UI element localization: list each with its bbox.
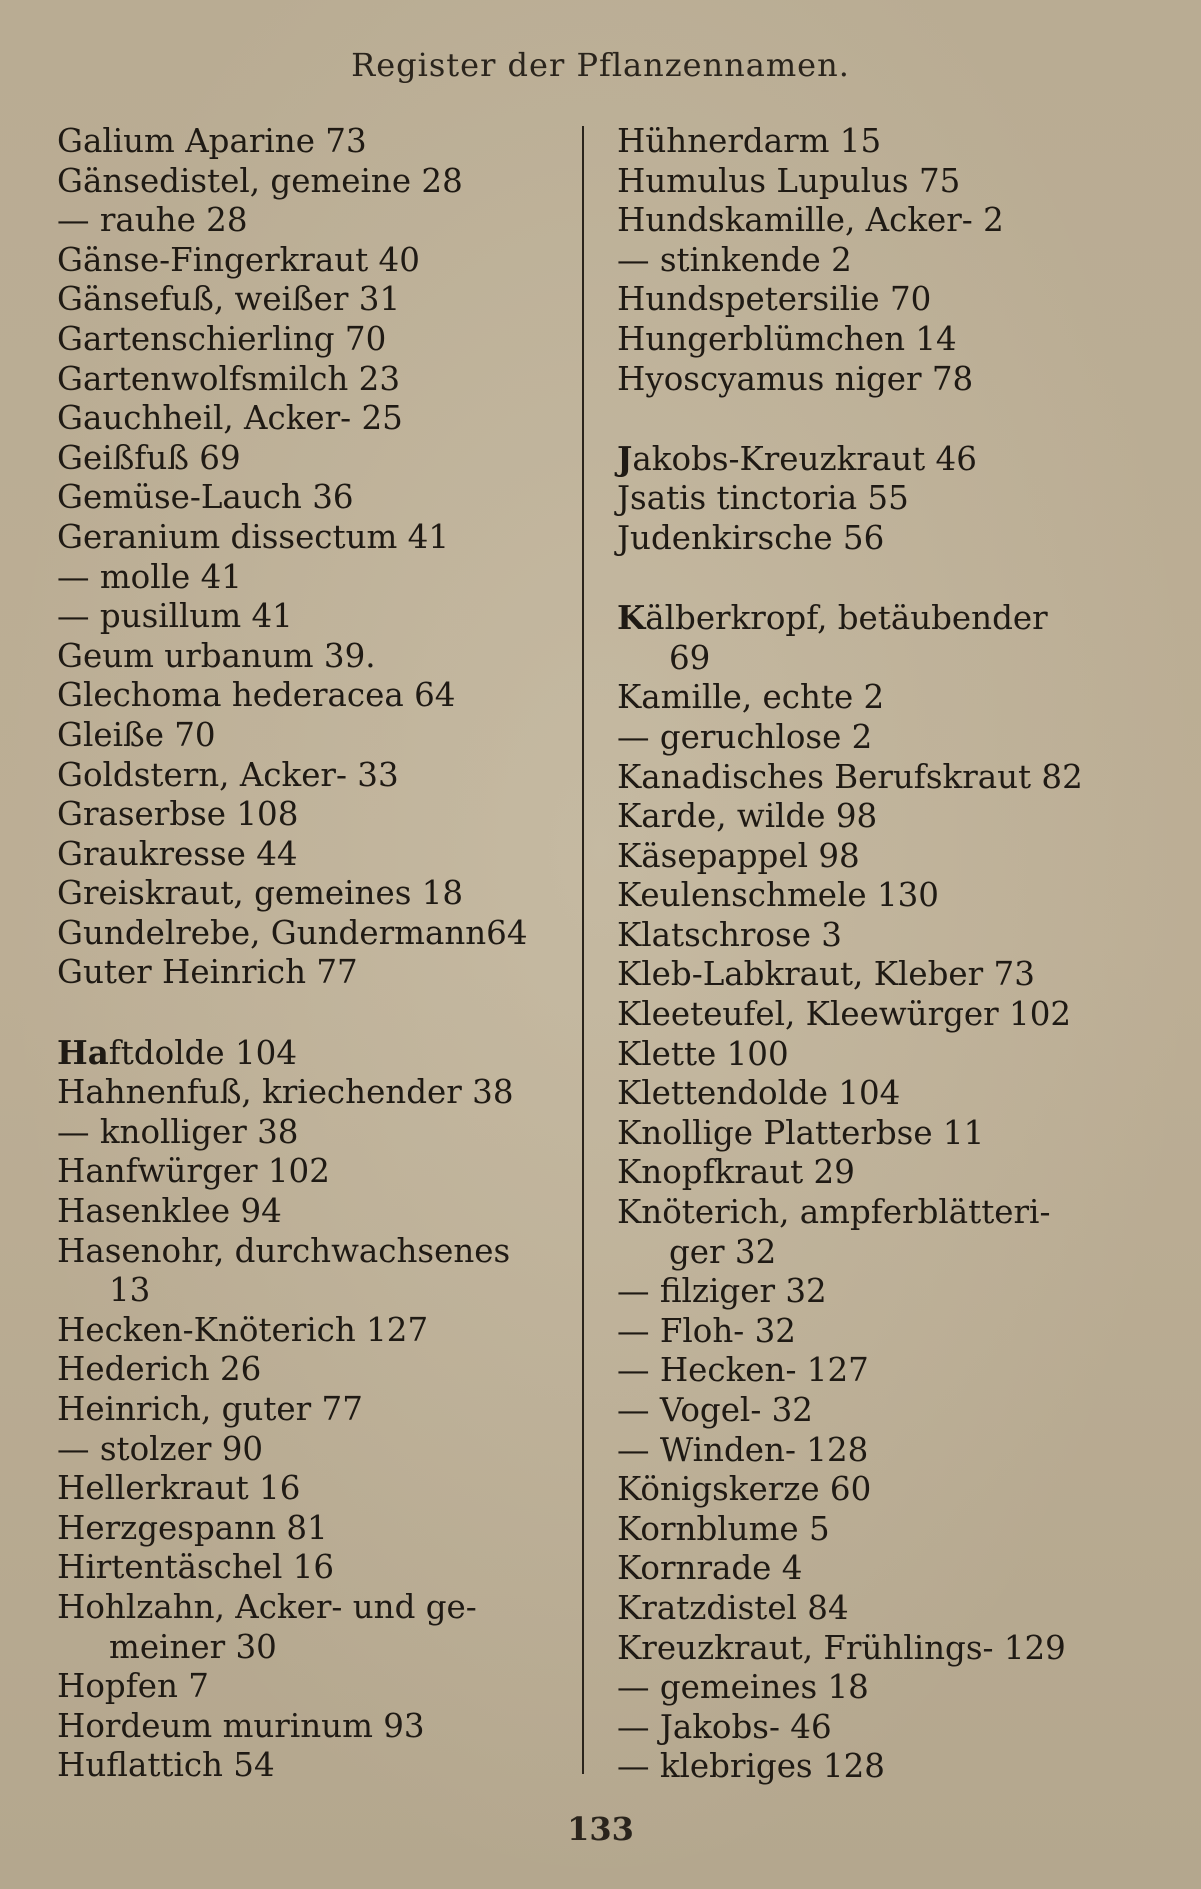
index-entry-continuation [617,639,1122,679]
index-entry-text: ftdolde 104 [108,1033,298,1072]
index-entry-text: — knolliger 38 [57,1112,299,1151]
index-entry [57,1746,557,1786]
index-entry [57,1033,557,1074]
index-entry-continuation [57,1271,557,1311]
index-entry-text: Gänse-Fingerkraut 40 [57,240,420,279]
index-entry-text: Graserbse 108 [57,795,299,834]
index-entry-text: Glechoma hederacea 64 [57,676,456,715]
index-entry-text: Gundelrebe, Gundermann64 [57,913,528,952]
index-entry-text: — Floh- 32 [617,1311,796,1350]
index-entry-text: Kreuzkraut, Frühlings- 129 [617,1628,1066,1667]
index-entry [617,955,1122,995]
index-entry-text: Klatschrose 3 [617,915,842,954]
index-entry-text: Klettendolde 104 [617,1074,901,1113]
running-head: Register der Pflanzennamen. [351,46,850,84]
index-entry [57,439,557,479]
index-entry [617,1391,1122,1431]
index-entry-text: Hecken-Knöterich 127 [57,1310,429,1349]
index-column-right [617,122,1122,1787]
index-entry-text: Kamille, echte 2 [617,678,885,717]
index-entry [57,676,557,716]
index-entry-text: Hellerkraut 16 [57,1469,301,1508]
index-entry [617,1431,1122,1471]
index-entry [617,1272,1122,1312]
index-entry-text: Gänsefuß, weißer 31 [57,280,401,319]
index-entry [57,1707,557,1747]
index-entry-text: meiner 30 [109,1627,277,1666]
index-entry-text: — stinkende 2 [617,240,852,279]
index-entry [57,162,557,202]
index-entry-text: Guter Heinrich 77 [57,953,358,992]
index-entry-text: 13 [109,1271,151,1310]
index-entry-text: Graukresse 44 [57,834,298,873]
index-entry-text: Humulus Lupulus 75 [617,161,961,200]
index-entry [57,1311,557,1351]
index-entry [57,1469,557,1509]
index-entry [57,518,557,558]
index-entry-text: Knöterich, ampferblätteri- [617,1193,1051,1232]
index-entry [617,241,1122,281]
index-entry [617,1114,1122,1154]
index-entry-text: Hasenohr, durchwachsenes [57,1231,511,1270]
index-entry-text: — Winden- 128 [617,1430,869,1469]
index-entry [57,1588,557,1628]
index-entry [617,1747,1122,1787]
index-entry [57,399,557,439]
section-initial: J [617,438,633,478]
index-entry-text: Judenkirsche 56 [617,518,885,557]
index-entry-text: Hohlzahn, Acker- und ge- [57,1587,477,1626]
index-entry-text: Hopfen 7 [57,1667,209,1706]
index-entry-text: — geruchlose 2 [617,717,873,756]
index-entry [617,837,1122,877]
index-entry [57,241,557,281]
index-entry-text: — rauhe 28 [57,201,248,240]
section-initial: Ha [57,1032,109,1072]
index-entry [57,1667,557,1707]
index-entry [57,201,557,241]
index-entry-text: ger 32 [669,1232,777,1271]
index-entry [617,519,1122,559]
index-entry [617,598,1122,639]
index-entry-text: — pusillum 41 [57,597,293,636]
index-entry [617,876,1122,916]
index-entry [617,1193,1122,1233]
section-initial: K [617,598,646,638]
index-entry [617,1708,1122,1748]
index-entry [57,1509,557,1549]
index-entry-text: Gartenschierling 70 [57,319,387,358]
index-entry [57,1192,557,1232]
index-entry [57,1390,557,1430]
index-entry-text: Käsepappel 98 [617,836,860,875]
index-entry-text: Hundskamille, Acker- 2 [617,201,1004,240]
index-entry-text: Keulenschmele 130 [617,876,939,915]
index-entry [57,637,557,677]
index-entry-text: — Vogel- 32 [617,1391,813,1429]
index-entry [617,1470,1122,1510]
index-entry-text: Kanadisches Berufskraut 82 [617,757,1083,796]
index-entry-text: Knollige Platterbse 11 [617,1113,985,1152]
index-entry [57,1350,557,1390]
index-entry-text: Gänsedistel, gemeine 28 [57,161,463,200]
index-entry [57,558,557,598]
index-entry-text: Greiskraut, gemeines 18 [57,874,464,913]
index-entry [57,280,557,320]
index-entry [617,758,1122,798]
index-entry [57,1430,557,1470]
index-entry-text: Hundspetersilie 70 [617,280,932,319]
index-entry [57,1548,557,1588]
index-entry [57,953,557,993]
index-entry [617,280,1122,320]
index-entry-text: Hordeum murinum 93 [57,1706,425,1745]
index-entry [57,914,557,954]
index-entry [617,995,1122,1035]
index-entry [57,716,557,756]
index-entry-text: Huflattich 54 [57,1746,275,1785]
index-entry [617,1312,1122,1352]
index-entry-continuation [617,1233,1122,1273]
index-entry [617,360,1122,400]
index-entry-text: 69 [669,638,711,677]
index-entry [617,439,1122,480]
index-entry [617,1074,1122,1114]
index-entry [57,597,557,637]
index-entry-text: Gauchheil, Acker- 25 [57,399,403,438]
section-gap [57,993,557,1033]
index-entry-text: Hasenklee 94 [57,1192,282,1231]
index-entry-continuation [57,1628,557,1668]
index-entry-text: Kornrade 4 [617,1549,803,1588]
index-entry-text: Kornblume 5 [617,1509,830,1548]
index-entry [617,1510,1122,1550]
index-entry-text: Jsatis tinctoria 55 [617,479,909,518]
index-entry [57,122,557,162]
section-gap [617,399,1122,439]
index-entry [617,1549,1122,1589]
index-entry-text: Heinrich, guter 77 [57,1390,363,1428]
index-entry-text: Hederich 26 [57,1350,262,1389]
index-entry-text: — klebriges 128 [617,1747,885,1786]
index-column-left [57,122,557,1786]
index-entry-text: Hirtentäschel 16 [57,1548,335,1587]
index-entry-text: — stolzer 90 [57,1429,264,1468]
index-entry-text: Karde, wilde 98 [617,797,878,836]
index-entry-text: — Hecken- 127 [617,1351,869,1390]
index-entry [617,1035,1122,1075]
index-entry-text: Geranium dissectum 41 [57,517,449,556]
index-entry-text: — gemeines 18 [617,1668,869,1707]
index-entry-text: Geißfuß 69 [57,438,241,477]
index-entry [57,1232,557,1272]
index-entry [57,1152,557,1192]
index-entry [57,1113,557,1153]
index-entry-text: Gemüse-Lauch 36 [57,478,354,517]
index-entry-text: Klette 100 [617,1034,789,1073]
index-entry [57,478,557,518]
index-entry-text: Geum urbanum 39. [57,636,376,675]
index-entry [617,1668,1122,1708]
index-entry-text: Kleeteufel, Kleewürger 102 [617,995,1072,1034]
index-entry-text: — molle 41 [57,557,242,596]
index-entry [617,1351,1122,1391]
index-entry [617,1629,1122,1669]
index-entry [57,756,557,796]
index-entry [617,122,1122,162]
index-entry [617,162,1122,202]
index-entry [617,916,1122,956]
index-entry-text: älberkropf, betäubender [645,599,1048,638]
index-entry [617,1589,1122,1629]
index-entry-text: Königskerze 60 [617,1470,872,1509]
index-entry-text: Hanfwürger 102 [57,1152,330,1191]
index-entry-text: Hyoscyamus niger 78 [617,359,974,398]
index-entry-text: Galium Aparine 73 [57,122,367,160]
index-entry-text: Gartenwolfsmilch 23 [57,359,401,398]
index-entry-text: Hühnerdarm 15 [617,122,882,160]
index-entry-text: Kleb-Labkraut, Kleber 73 [617,955,1035,994]
index-entry [57,835,557,875]
index-entry-text: Gleiße 70 [57,715,216,754]
index-entry-text: — filziger 32 [617,1272,827,1311]
section-gap [617,559,1122,599]
index-entry [617,320,1122,360]
index-entry-text: Goldstern, Acker- 33 [57,755,399,794]
index-entry [57,320,557,360]
column-divider [582,126,584,1774]
index-entry-text: Kratzdistel 84 [617,1588,849,1627]
index-entry-text: akobs-Kreuzkraut 46 [632,439,977,478]
index-entry [617,797,1122,837]
index-entry [617,718,1122,758]
index-entry [57,360,557,400]
index-entry [617,1153,1122,1193]
index-entry [57,795,557,835]
index-entry [617,201,1122,241]
index-entry [57,1073,557,1113]
index-entry [57,874,557,914]
index-entry-text: Hungerblümchen 14 [617,319,957,358]
page-number: 133 [567,1810,634,1848]
index-entry-text: Knopfkraut 29 [617,1153,855,1192]
index-entry-text: Herzgespann 81 [57,1508,328,1547]
index-entry [617,678,1122,718]
index-entry [617,479,1122,519]
index-entry-text: — Jakobs- 46 [617,1707,832,1746]
index-entry-text: Hahnenfuß, kriechender 38 [57,1073,514,1112]
